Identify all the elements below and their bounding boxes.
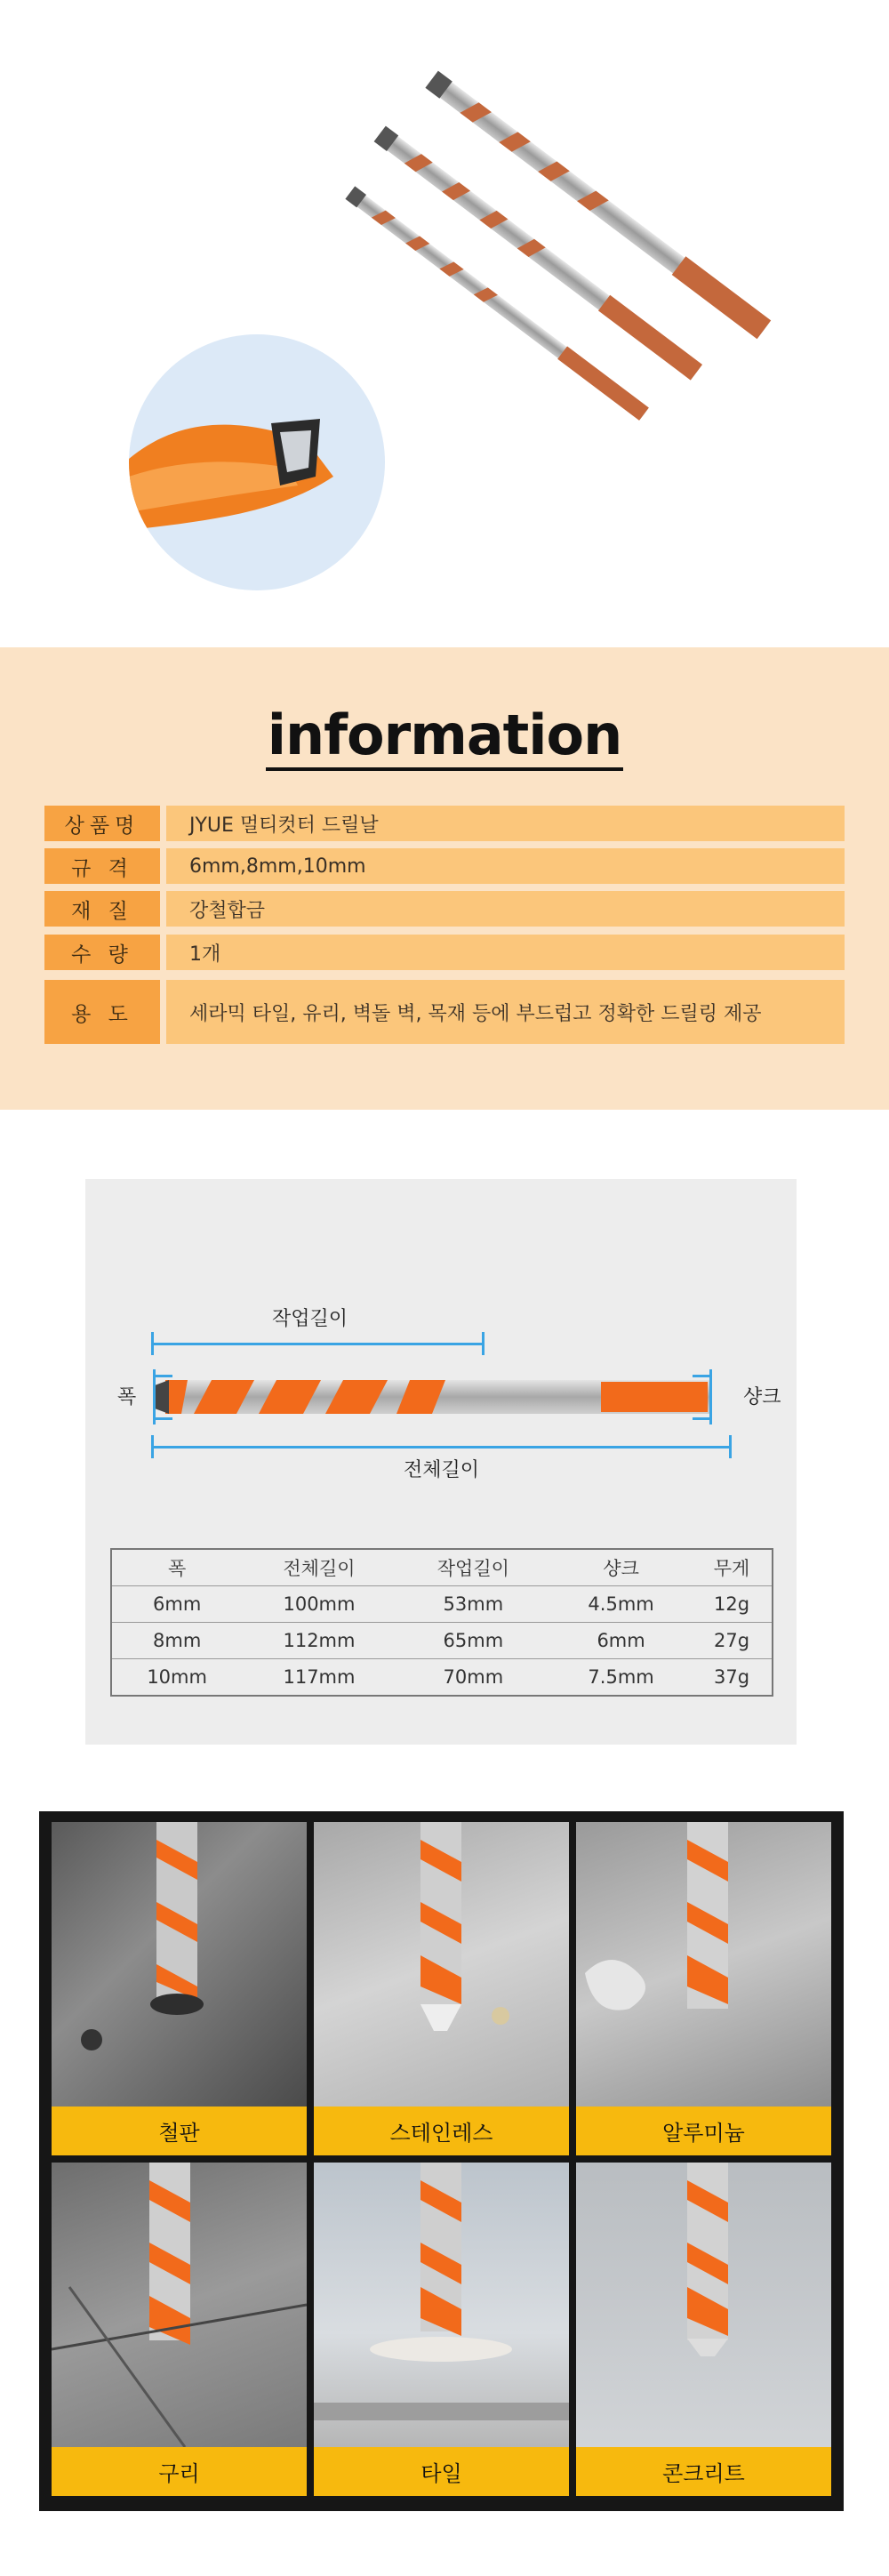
dim-tick bbox=[151, 1435, 154, 1458]
application-tile-concrete bbox=[576, 2163, 831, 2500]
dim-tick bbox=[151, 1332, 154, 1355]
table-cell: 100mm bbox=[242, 1586, 396, 1623]
table-cell: 53mm bbox=[396, 1586, 550, 1623]
application-tile-copper bbox=[52, 2163, 307, 2500]
info-label: 규 격 bbox=[44, 848, 160, 884]
product-hero bbox=[0, 0, 889, 647]
application-label: 콘크리트 bbox=[576, 2447, 831, 2496]
dim-tick bbox=[729, 1435, 732, 1458]
table-header-row bbox=[111, 1549, 773, 1586]
tile-photo bbox=[314, 2163, 569, 2447]
info-row-quantity bbox=[44, 935, 845, 970]
table-header-cell: 작업길이 bbox=[396, 1549, 550, 1586]
info-label: 재 질 bbox=[44, 891, 160, 927]
info-value: 6mm,8mm,10mm bbox=[166, 848, 845, 884]
table-cell: 6mm bbox=[111, 1586, 242, 1623]
application-label: 철판 bbox=[52, 2107, 307, 2155]
table-cell: 27g bbox=[692, 1623, 773, 1659]
spec-diagram-panel bbox=[85, 1179, 797, 1745]
stainless-photo bbox=[314, 1822, 569, 2107]
table-row bbox=[111, 1659, 773, 1697]
table-row bbox=[111, 1623, 773, 1659]
info-label: 상품명 bbox=[44, 806, 160, 841]
table-header-cell: 전체길이 bbox=[242, 1549, 396, 1586]
application-tile-stainless bbox=[314, 1822, 569, 2159]
info-label: 용 도 bbox=[44, 980, 160, 1044]
info-label: 수 량 bbox=[44, 935, 160, 970]
info-row-usage bbox=[44, 980, 845, 1044]
table-cell: 65mm bbox=[396, 1623, 550, 1659]
info-value: 1개 bbox=[166, 935, 845, 970]
info-value: 세라믹 타일, 유리, 벽돌 벽, 목재 등에 부드럽고 정확한 드릴링 제공 bbox=[166, 980, 845, 1044]
table-header-cell: 폭 bbox=[111, 1549, 242, 1586]
table-cell: 8mm bbox=[111, 1623, 242, 1659]
total-length-line bbox=[151, 1446, 731, 1448]
info-value: 강철합금 bbox=[166, 891, 845, 927]
table-header-cell: 무게 bbox=[692, 1549, 773, 1586]
aluminum-photo bbox=[576, 1822, 831, 2107]
tip-closeup-image bbox=[129, 334, 385, 590]
table-cell: 70mm bbox=[396, 1659, 550, 1697]
concrete-photo bbox=[576, 2163, 831, 2447]
table-cell: 37g bbox=[692, 1659, 773, 1697]
working-length-line bbox=[151, 1343, 484, 1345]
application-label: 타일 bbox=[314, 2447, 569, 2496]
application-tile-steel bbox=[52, 1822, 307, 2159]
application-tile-tile bbox=[314, 2163, 569, 2500]
table-cell: 10mm bbox=[111, 1659, 242, 1697]
application-tile-aluminum bbox=[576, 1822, 831, 2159]
table-cell: 4.5mm bbox=[550, 1586, 692, 1623]
info-row-material bbox=[44, 891, 845, 927]
information-section bbox=[0, 647, 889, 1110]
copper-photo bbox=[52, 2163, 307, 2447]
width-label: 폭 bbox=[117, 1386, 137, 1408]
spec-table bbox=[110, 1548, 773, 1697]
table-row bbox=[111, 1586, 773, 1623]
table-cell: 6mm bbox=[550, 1623, 692, 1659]
info-row-size bbox=[44, 848, 845, 884]
table-header-cell: 샹크 bbox=[550, 1549, 692, 1586]
information-title: information bbox=[0, 702, 889, 767]
shank-label: 샹크 bbox=[743, 1386, 781, 1408]
table-cell: 12g bbox=[692, 1586, 773, 1623]
table-cell: 7.5mm bbox=[550, 1659, 692, 1697]
application-label: 알루미늄 bbox=[576, 2107, 831, 2155]
total-length-label: 전체길이 bbox=[404, 1459, 480, 1481]
application-label: 구리 bbox=[52, 2447, 307, 2496]
info-value: JYUE 멀티컷터 드릴날 bbox=[166, 806, 845, 841]
info-row-product-name bbox=[44, 806, 845, 841]
table-cell: 117mm bbox=[242, 1659, 396, 1697]
working-length-label: 작업길이 bbox=[272, 1308, 348, 1330]
application-label: 스테인레스 bbox=[314, 2107, 569, 2155]
steel-plate-photo bbox=[52, 1822, 307, 2107]
drill-bits-image bbox=[0, 0, 889, 647]
drill-diagram bbox=[139, 1366, 743, 1428]
table-cell: 112mm bbox=[242, 1623, 396, 1659]
dim-tick bbox=[482, 1332, 485, 1355]
applications-grid bbox=[39, 1811, 844, 2511]
